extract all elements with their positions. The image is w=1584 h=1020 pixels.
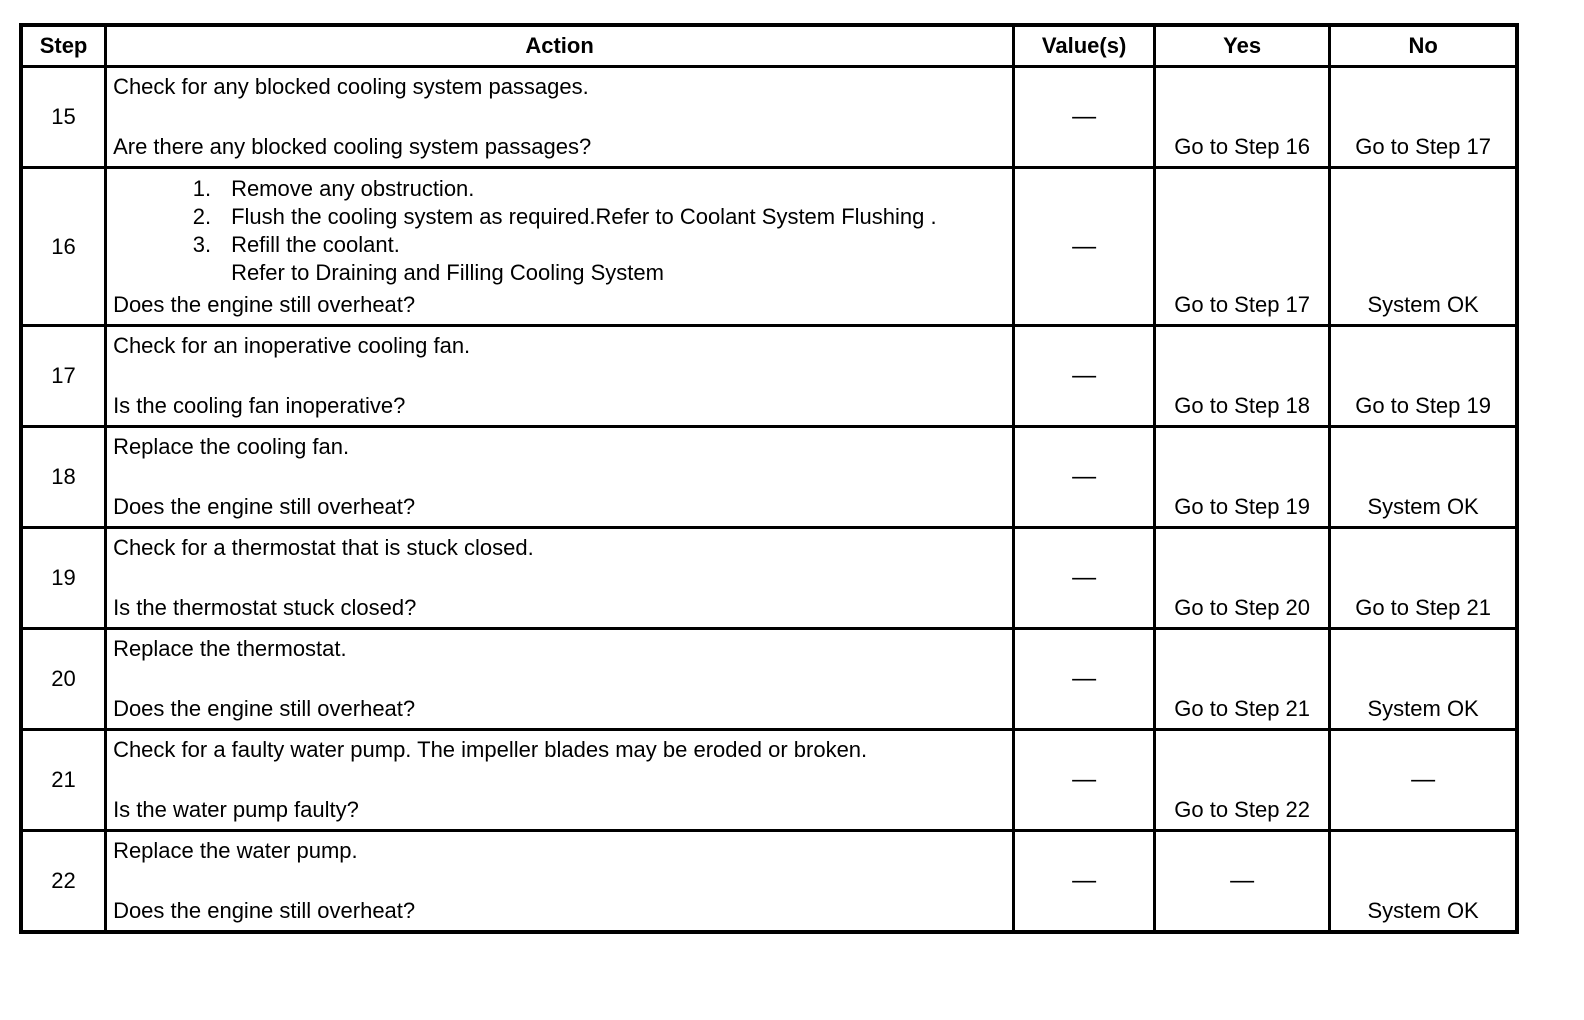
action-instruction: Check for any blocked cooling system passages.	[113, 74, 589, 99]
yes-link[interactable]: Go to Step 16	[1174, 134, 1311, 159]
table-row	[21, 427, 1517, 528]
action-cell	[106, 168, 1014, 326]
action-cell	[106, 326, 1014, 427]
header-values: Value(s)	[1014, 25, 1155, 67]
value-cell: —	[1014, 730, 1155, 831]
table-row	[21, 326, 1517, 427]
no-result: System OK	[1367, 696, 1479, 721]
action-question: Does the engine still overheat?	[113, 696, 416, 721]
no-link[interactable]: Go to Step 19	[1355, 393, 1491, 418]
action-step-item: 3. Refill the coolant.	[192, 232, 400, 257]
step-number: 20	[21, 629, 106, 730]
no-cell	[1330, 326, 1517, 427]
yes-link[interactable]: Go to Step 20	[1174, 595, 1311, 620]
yes-link[interactable]: Go to Step 17	[1174, 292, 1311, 317]
yes-link[interactable]: Go to Step 22	[1174, 797, 1311, 822]
value-cell: —	[1014, 67, 1155, 168]
header-step: Step	[21, 25, 106, 67]
no-link[interactable]: Go to Step 17	[1355, 134, 1491, 159]
yes-cell	[1155, 629, 1330, 730]
diagnostic-table	[19, 23, 1519, 934]
action-cell	[106, 831, 1014, 932]
step-number: 19	[21, 528, 106, 629]
value-cell: —	[1014, 427, 1155, 528]
yes-result: —	[1230, 866, 1255, 894]
value-cell: —	[1014, 629, 1155, 730]
yes-cell	[1155, 326, 1330, 427]
no-result: System OK	[1367, 292, 1479, 317]
value-cell: —	[1014, 326, 1155, 427]
table-row	[21, 67, 1517, 168]
action-step-subtext[interactable]: Refer to Draining and Filling Cooling System	[231, 260, 664, 285]
action-step-list	[113, 175, 937, 287]
yes-link[interactable]: Go to Step 21	[1174, 696, 1311, 721]
step-number: 18	[21, 427, 106, 528]
action-question: Is the cooling fan inoperative?	[113, 393, 406, 418]
step-number: 16	[21, 168, 106, 326]
step-number: 17	[21, 326, 106, 427]
action-cell	[106, 427, 1014, 528]
no-cell	[1330, 730, 1517, 831]
action-question: Does the engine still overheat?	[113, 292, 416, 317]
yes-cell	[1155, 831, 1330, 932]
action-question: Is the water pump faulty?	[113, 797, 359, 822]
yes-cell	[1155, 730, 1330, 831]
no-result: —	[1411, 766, 1436, 793]
table-row	[21, 629, 1517, 730]
action-cell	[106, 67, 1014, 168]
no-result: System OK	[1367, 897, 1479, 923]
action-question: Is the thermostat stuck closed?	[113, 595, 417, 620]
action-instruction: Replace the thermostat.	[113, 636, 347, 661]
action-instruction: Check for a faulty water pump. The impeller blades may be eroded or broken.	[113, 737, 868, 762]
table-row	[21, 168, 1517, 326]
action-instruction: Replace the cooling fan.	[113, 434, 350, 459]
action-cell	[106, 528, 1014, 629]
step-number: 22	[21, 831, 106, 932]
no-result: System OK	[1367, 494, 1479, 519]
action-question: Are there any blocked cooling system passages?	[113, 134, 592, 159]
value-cell: —	[1014, 831, 1155, 932]
action-instruction: Check for an inoperative cooling fan.	[113, 333, 471, 358]
action-instruction: Replace the water pump.	[113, 838, 358, 863]
no-cell	[1330, 528, 1517, 629]
action-question: Does the engine still overheat?	[113, 897, 416, 923]
no-link[interactable]: Go to Step 21	[1355, 595, 1491, 620]
yes-link[interactable]: Go to Step 19	[1174, 494, 1311, 519]
yes-cell	[1155, 67, 1330, 168]
no-cell	[1330, 629, 1517, 730]
table-row	[21, 831, 1517, 932]
action-cell	[106, 730, 1014, 831]
no-cell	[1330, 831, 1517, 932]
step-number: 21	[21, 730, 106, 831]
yes-cell	[1155, 528, 1330, 629]
header-row	[21, 25, 1517, 67]
table-row	[21, 528, 1517, 629]
yes-cell	[1155, 168, 1330, 326]
value-cell: —	[1014, 168, 1155, 326]
action-step-item: 1. Remove any obstruction.	[192, 176, 475, 201]
no-cell	[1330, 427, 1517, 528]
yes-link[interactable]: Go to Step 18	[1174, 393, 1311, 418]
step-number: 15	[21, 67, 106, 168]
header-yes: Yes	[1155, 25, 1330, 67]
header-action: Action	[106, 25, 1014, 67]
value-cell: —	[1014, 528, 1155, 629]
no-cell	[1330, 168, 1517, 326]
action-cell	[106, 629, 1014, 730]
no-cell	[1330, 67, 1517, 168]
header-no: No	[1330, 25, 1517, 67]
action-question: Does the engine still overheat?	[113, 494, 416, 519]
yes-cell	[1155, 427, 1330, 528]
action-step-item: 2. Flush the cooling system as required.Refer to Coolant System Flushing .	[192, 204, 937, 229]
table-row	[21, 730, 1517, 831]
action-instruction: Check for a thermostat that is stuck closed.	[113, 535, 534, 560]
